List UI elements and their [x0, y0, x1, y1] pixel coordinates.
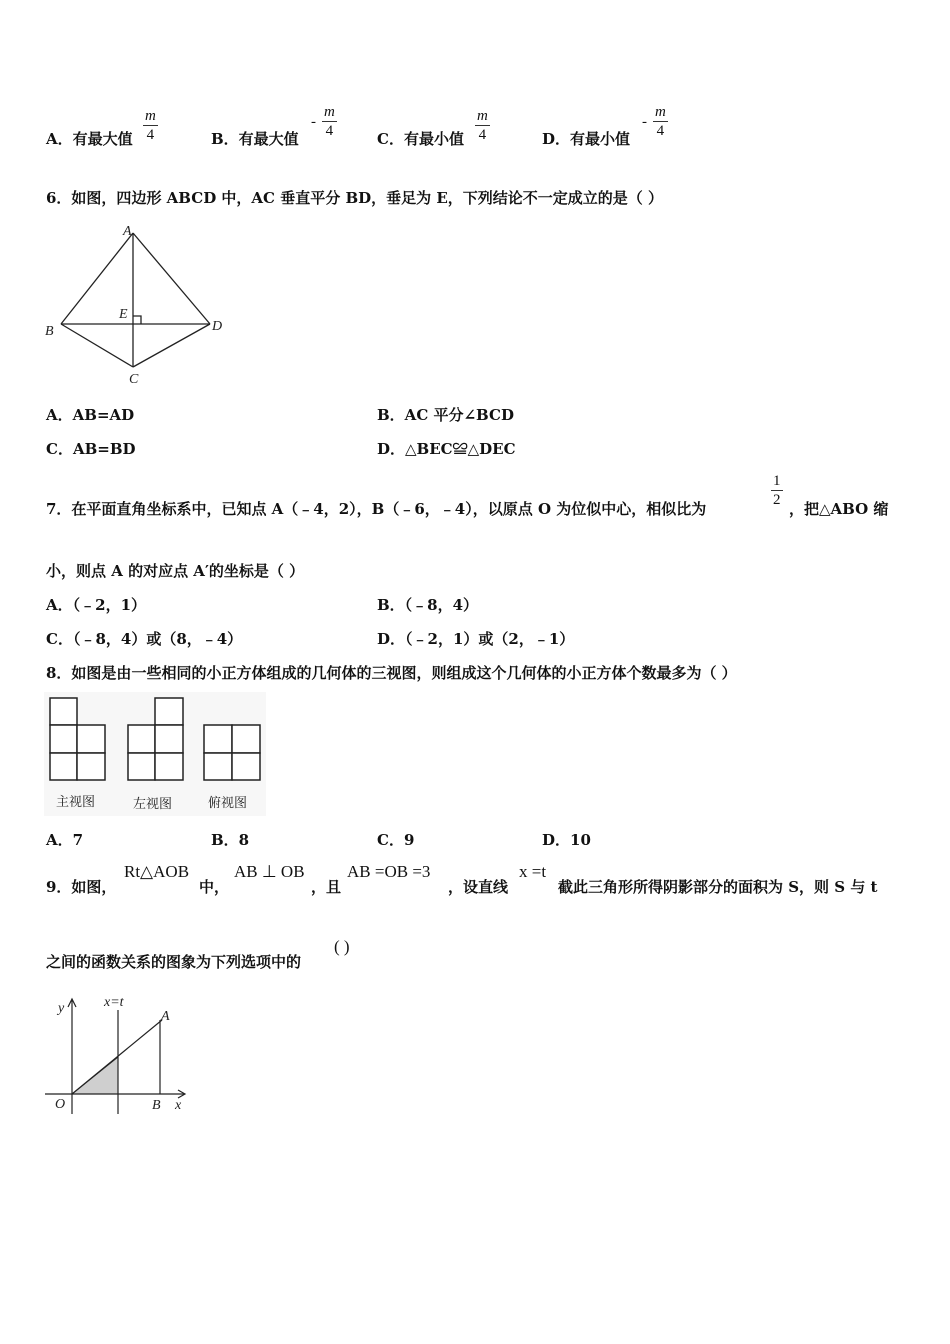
q7-option-a: A．（﹣2，1）: [46, 596, 147, 614]
q7-ratio-den: 2: [773, 492, 781, 508]
q5-option-d-den: 4: [656, 123, 665, 139]
q9-label-o: O: [55, 1097, 66, 1112]
q9-math-line-x-t: x =t: [519, 862, 547, 881]
q8-left-cell: [155, 725, 183, 753]
q6-label-d: D: [212, 319, 223, 334]
q5-option-c-label: C．有最小值: [377, 130, 464, 148]
q8-front-cell: [50, 698, 77, 725]
q5-option-b-den: 4: [325, 123, 334, 139]
q8-front-cell: [50, 725, 77, 753]
q7-stem-part2: ，把△ABO 缩: [789, 500, 889, 518]
q5-option-a-fraction: [143, 108, 158, 144]
q7-ratio-fraction: [771, 473, 783, 509]
q8-left-cell: [155, 698, 183, 725]
q8-front-cell: [77, 725, 105, 753]
q6-edge-ad: [133, 233, 210, 324]
q8-top-cell: [232, 753, 260, 780]
q8-left-cell: [155, 753, 183, 780]
q8-front-cell: [50, 753, 77, 780]
q7-option-c: C．（﹣8，4）或（8，﹣4）: [46, 630, 243, 648]
q6-label-e: E: [119, 307, 128, 322]
q8-option-c: C．9: [377, 831, 415, 849]
q6-option-d: D．△BEC≌△DEC: [377, 440, 516, 458]
q9-line2: 之间的函数关系的图象为下列选项中的: [46, 953, 302, 971]
q9-tail: 截此三角形所得阴影部分的面积为 S，则 S 与 t: [558, 878, 878, 896]
q5-option-a-num: m: [145, 108, 156, 124]
q8-option-a: A．7: [46, 831, 84, 849]
q9-label-x: x: [175, 1098, 182, 1113]
q8-left-cell: [128, 753, 155, 780]
q9-label-b: B: [152, 1098, 161, 1113]
q9-mid3: ，设直线: [448, 878, 509, 896]
q7-stem-part1: 7．在平面直角坐标系中，已知点 A（﹣4，2），B（﹣6，﹣4），以原点 O 为位似中心，相似比为: [46, 500, 707, 518]
q8-option-b: B．8: [211, 831, 250, 849]
q5-option-d-label: D．有最小值: [542, 130, 631, 148]
q9-label-y: y: [58, 1001, 65, 1016]
q5-option-a-label: A．有最大值: [46, 130, 133, 148]
q5-option-d-num: m: [655, 104, 666, 120]
q9-math-perpendicular: AB ⊥ OB: [234, 862, 305, 881]
q8-left-cell: [128, 725, 155, 753]
q8-top-cell: [204, 753, 232, 780]
q5-option-a-den: 4: [146, 127, 155, 143]
q5-option-c-den: 4: [478, 127, 487, 143]
q6-right-angle-mark: [133, 316, 141, 324]
q6-edge-dc: [133, 324, 210, 367]
q5-option-b-num: m: [324, 104, 335, 120]
q9-math-equal-sides: AB =OB =3: [347, 862, 431, 881]
q5-option-b-sign: -: [311, 114, 316, 130]
q5-option-d-fraction: [653, 104, 668, 140]
q9-mid1: 中，: [199, 878, 230, 896]
q7-option-b: B．（﹣8，4）: [377, 596, 479, 614]
q6-label-c: C: [129, 372, 139, 387]
q8-three-views-figure: [44, 692, 266, 816]
q6-option-b: B．AC 平分∠BCD: [377, 406, 514, 424]
q9-mid2: ，且: [311, 878, 342, 896]
q6-figure: [40, 220, 240, 390]
q7-option-d: D．（﹣2，1）或（2，﹣1）: [377, 630, 575, 648]
q9-label-line: x=t: [104, 995, 124, 1010]
q8-view-label-left: 左视图: [133, 796, 173, 811]
q6-edge-bc: [61, 324, 133, 367]
q9-intro: 9．如图，: [46, 878, 117, 896]
q8-top-cell: [232, 725, 260, 753]
q5-option-d-sign: -: [642, 114, 647, 130]
q9-figure: [40, 990, 200, 1120]
q6-label-a: A: [123, 224, 132, 239]
q6-option-a: A．AB=AD: [46, 406, 135, 424]
q8-view-label-top: 俯视图: [208, 795, 248, 810]
q8-option-d: D．10: [542, 831, 591, 849]
q8-view-label-front: 主视图: [56, 794, 96, 809]
q5-option-c-fraction: [475, 108, 490, 144]
q6-label-b: B: [45, 324, 54, 339]
q8-stem: 8．如图是由一些相同的小正方体组成的几何体的三视图，则组成这个几何体的小正方体个数最多为（ ）: [46, 664, 737, 682]
q5-option-b-fraction: [322, 104, 337, 140]
q5-option-c-num: m: [477, 108, 488, 124]
q8-top-cell: [204, 725, 232, 753]
q7-ratio-num: 1: [773, 473, 781, 489]
q8-front-cell: [77, 753, 105, 780]
q6-option-c: C．AB=BD: [46, 440, 136, 458]
q6-stem: 6．如图，四边形 ABCD 中，AC 垂直平分 BD，垂足为 E，下列结论不一定成立的是（ ）: [46, 189, 664, 207]
q5-option-b-label: B．有最大值: [211, 130, 299, 148]
q9-label-a: A: [161, 1009, 170, 1024]
q7-stem-line2: 小，则点 A 的对应点 A′的坐标是（ ）: [46, 562, 305, 580]
q9-answer-paren: ( ): [334, 937, 350, 956]
q9-math-rt-aob: Rt△AOB: [124, 862, 190, 881]
